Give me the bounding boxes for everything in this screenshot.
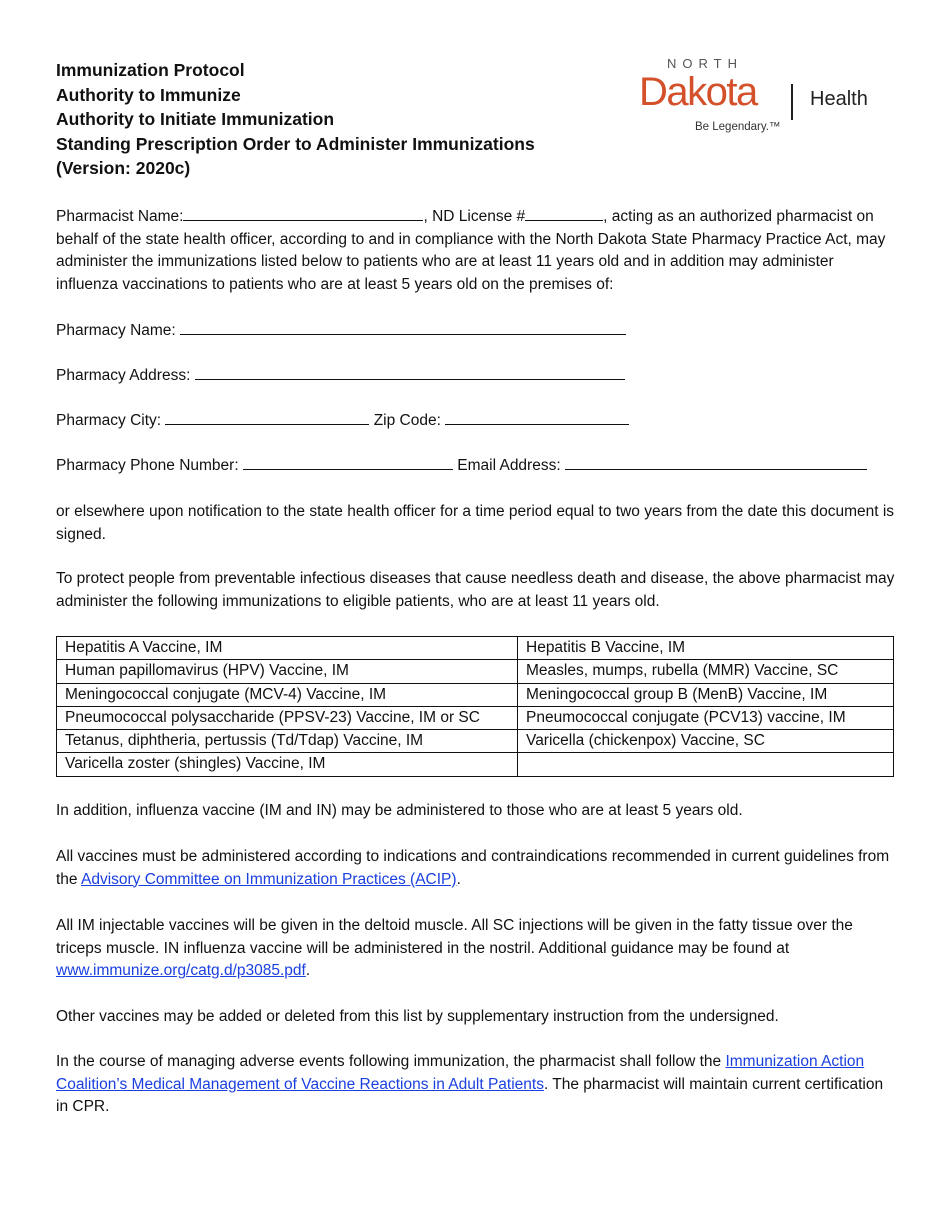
zip-code-label: Zip Code:: [373, 412, 441, 429]
vaccine-cell-empty: [518, 753, 894, 776]
pharmacy-phone-blank[interactable]: [243, 455, 453, 470]
logo-health: Health: [810, 88, 868, 110]
logo-tagline: Be Legendary.™: [695, 121, 781, 133]
pharmacy-city-blank[interactable]: [165, 410, 369, 425]
pharmacy-city-label: Pharmacy City:: [56, 412, 162, 429]
vaccine-cell: Human papillomavirus (HPV) Vaccine, IM: [57, 660, 518, 683]
email-label: Email Address:: [457, 457, 561, 474]
pharmacy-address-label: Pharmacy Address:: [56, 367, 191, 384]
logo-north: NORTH: [667, 56, 743, 71]
title-line: (Version: 2020c): [56, 158, 191, 178]
zip-code-blank[interactable]: [445, 410, 629, 425]
influenza-paragraph: In addition, influenza vaccine (IM and IN) may be administered to those who are at least 5 years old.: [56, 802, 743, 819]
pharmacist-name-blank[interactable]: [183, 206, 423, 221]
north-dakota-health-logo: [639, 58, 899, 140]
vaccine-cell: Pneumococcal polysaccharide (PPSV-23) Vaccine, IM or SC: [57, 706, 518, 729]
pharmacy-name-blank[interactable]: [180, 320, 626, 335]
adverse-events-text-end: . The pharmacist will maintain current certification in CPR.: [56, 1075, 884, 1116]
other-vaccines-paragraph: Other vaccines may be added or deleted from this list by supplementary instruction from the undersigned.: [56, 1008, 779, 1025]
table-row: [57, 637, 894, 660]
email-blank[interactable]: [565, 455, 867, 470]
vaccine-reactions-link[interactable]: Immunization Action Coalition’s Medical Management of Vaccine Reactions in Adult Patients: [56, 1053, 865, 1093]
pharmacy-address-field: [56, 365, 625, 387]
intro-paragraph: [56, 206, 896, 296]
acip-text: All vaccines must be administered according to indications and contraindications recommended in current guidelines from the: [56, 848, 890, 888]
table-row: [57, 730, 894, 753]
vaccine-cell: Meningococcal conjugate (MCV-4) Vaccine, IM: [57, 683, 518, 706]
license-number-blank[interactable]: [525, 206, 603, 221]
vaccine-cell: Varicella (chickenpox) Vaccine, SC: [518, 730, 894, 753]
pharmacy-phone-label: Pharmacy Phone Number:: [56, 457, 239, 474]
immunize-org-link[interactable]: www.immunize.org/catg.d/p3085.pdf: [56, 962, 306, 980]
pharmacy-name-label: Pharmacy Name:: [56, 322, 176, 339]
elsewhere-paragraph: or elsewhere upon notification to the state health officer for a time period equal to two years from the date this document is signed.: [56, 503, 895, 543]
logo-dakota: Dakota: [639, 70, 757, 114]
vaccine-cell: Hepatitis A Vaccine, IM: [57, 637, 518, 660]
im-guidance-text: All IM injectable vaccines will be given in the deltoid muscle. All SC injections will be given in the fatty tissue over the triceps muscle. IN influenza vaccine will be administered in the nostril. Additional guidance may be found at: [56, 917, 853, 957]
adverse-events-paragraph: [56, 1051, 896, 1119]
vaccine-cell: Pneumococcal conjugate (PCV13) vaccine, IM: [518, 706, 894, 729]
vaccine-cell: Meningococcal group B (MenB) Vaccine, IM: [518, 683, 894, 706]
pharmacist-name-label: Pharmacist Name:: [56, 208, 184, 225]
title-line: Immunization Protocol: [56, 60, 245, 80]
protect-paragraph: To protect people from preventable infectious diseases that cause needless death and disease, the above pharmacist may administer the following immunizations to eligible patients, who are at least 11 years old.: [56, 570, 895, 610]
intro-text: , acting as an authorized pharmacist on behalf of the state health officer, according to and in compliance with the North Dakota State Pharmacy Practice Act, may administer the immunizations listed below to patients who are at least 11 years old and in addition may administer influenza vaccinations to patients who are at least 5 years old on the premises of:: [56, 208, 886, 293]
vaccine-table: [56, 636, 894, 777]
pharmacy-phone-field: [56, 455, 867, 477]
vaccine-cell: Measles, mumps, rubella (MMR) Vaccine, SC: [518, 660, 894, 683]
title-line: Authority to Immunize: [56, 84, 241, 105]
acip-paragraph: [56, 846, 896, 891]
im-guidance-period: .: [305, 962, 311, 980]
pharmacy-address-blank[interactable]: [195, 365, 625, 380]
vaccine-cell: Tetanus, diphtheria, pertussis (Td/Tdap) Vaccine, IM: [57, 730, 518, 753]
table-row: [57, 753, 894, 776]
title-line: Standing Prescription Order to Administer Immunizations: [56, 133, 535, 154]
adverse-events-text: In the course of managing adverse events following immunization, the pharmacist shall follow the: [56, 1053, 726, 1070]
table-row: [57, 660, 894, 683]
vaccine-cell: Hepatitis B Vaccine, IM: [518, 637, 894, 660]
logo-divider: [791, 84, 793, 120]
table-row: [57, 683, 894, 706]
pharmacy-name-field: [56, 320, 626, 342]
table-row: [57, 706, 894, 729]
document-title-block: [56, 58, 616, 181]
vaccine-cell: Varicella zoster (shingles) Vaccine, IM: [57, 753, 518, 776]
pharmacy-city-field: [56, 410, 629, 432]
acip-link[interactable]: Advisory Committee on Immunization Practices (ACIP): [81, 870, 457, 888]
im-guidance-paragraph: [56, 915, 896, 983]
acip-period: .: [456, 870, 461, 888]
license-label: , ND License #: [423, 208, 526, 225]
title-line: Authority to Initiate Immunization: [56, 109, 335, 129]
